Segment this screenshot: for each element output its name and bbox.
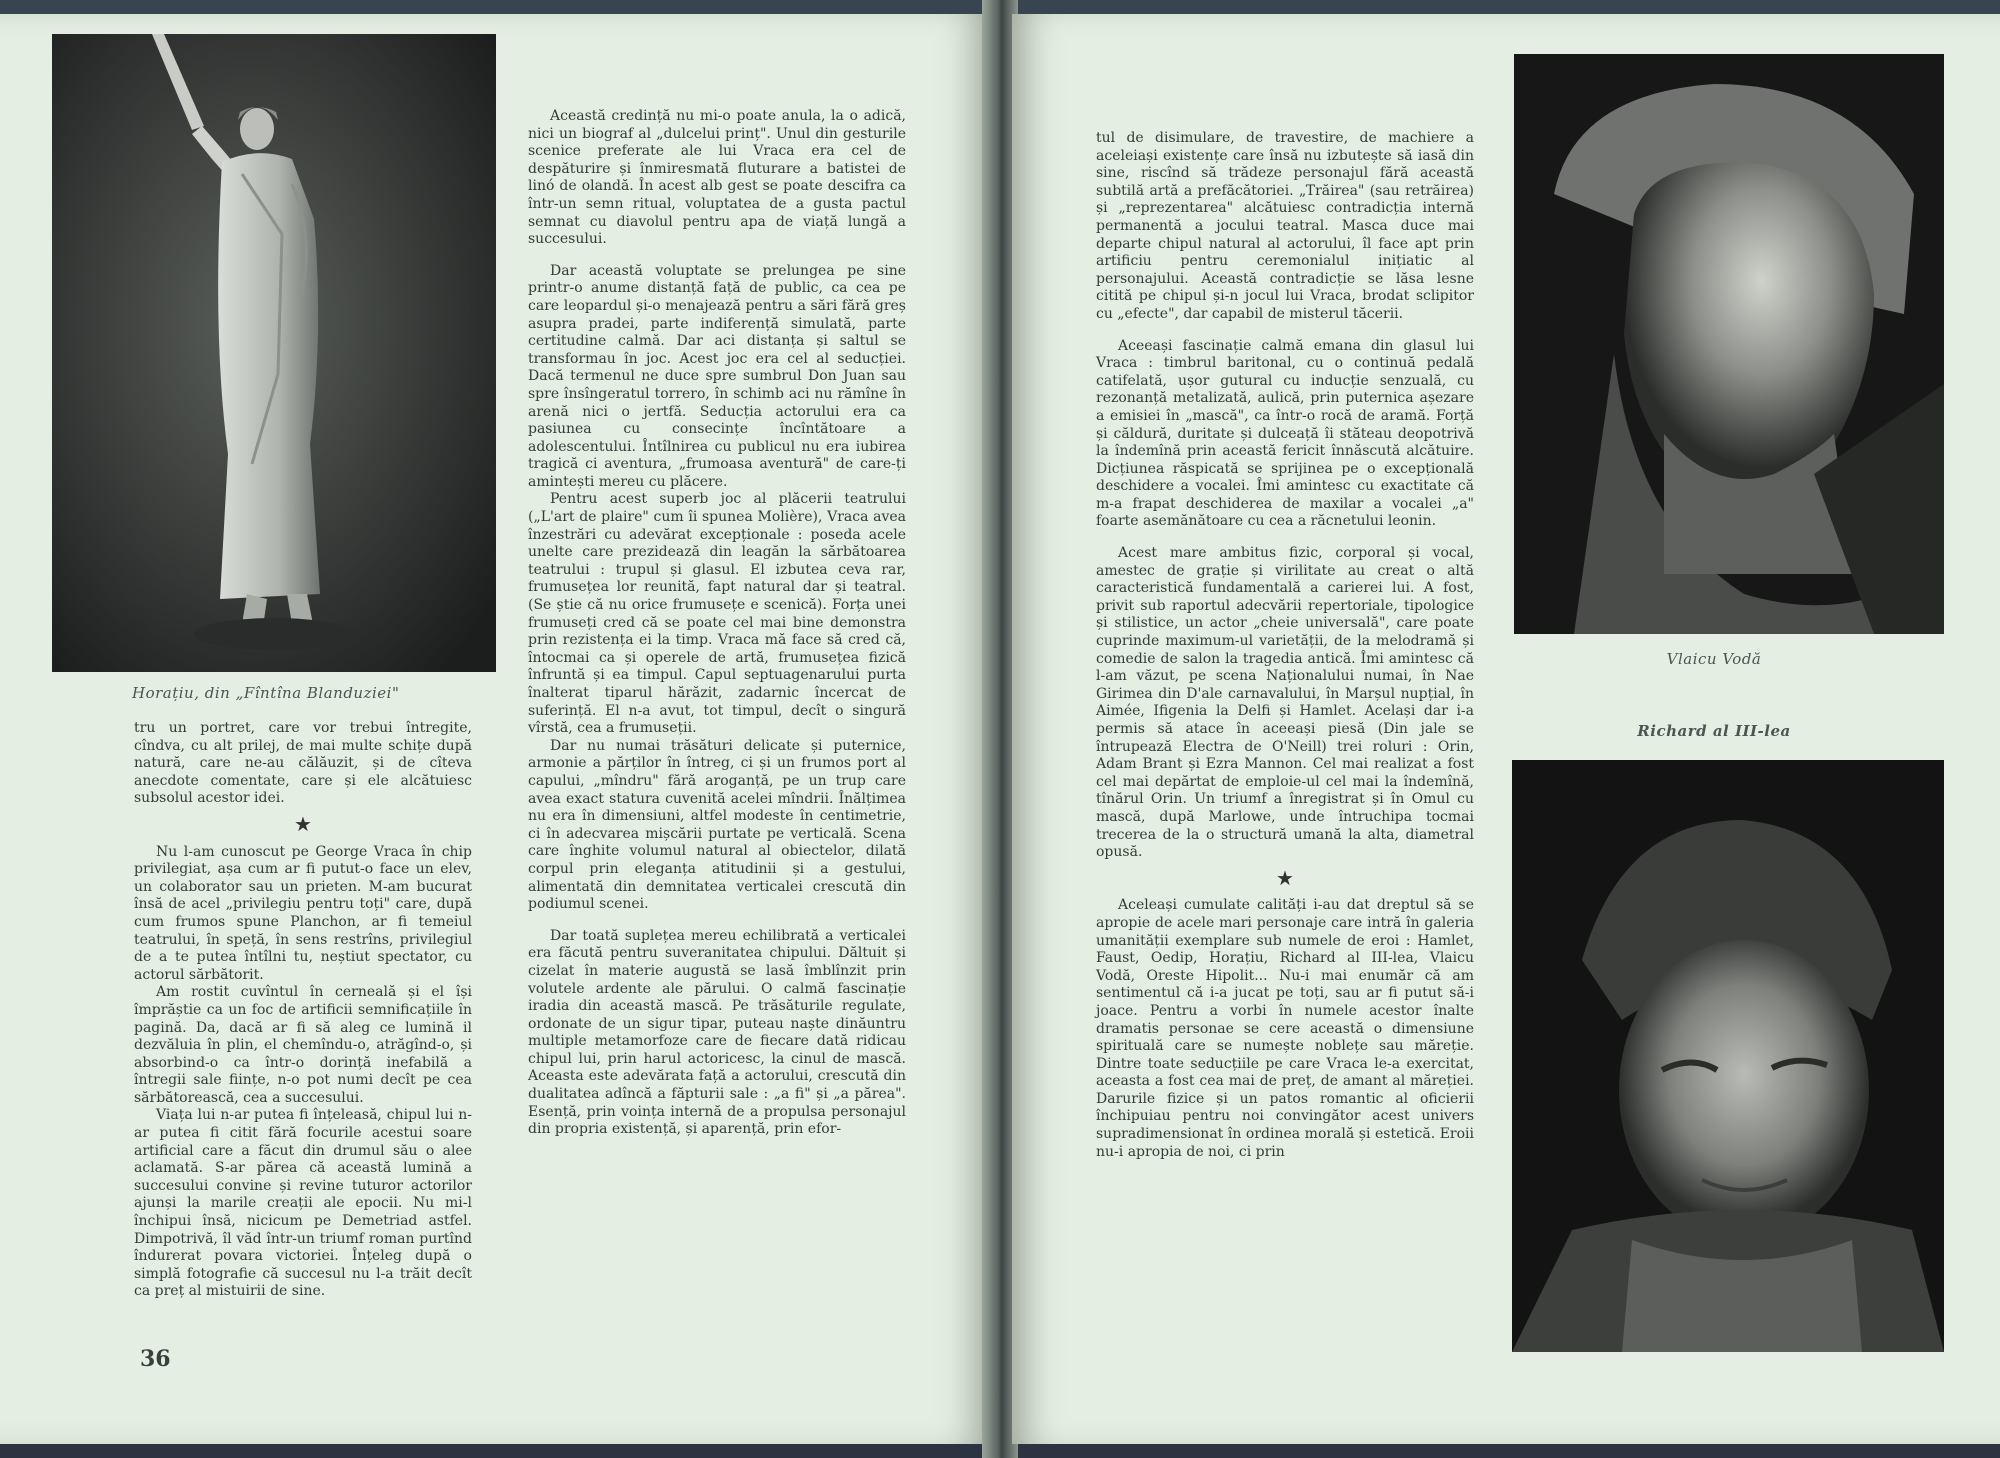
paragraph: Nu l-am cunoscut pe George Vraca în chip privilegiat, așa cum ar fi putut-o face un elev, un colaborator sau un prieten. M-am bucurat însă de acel „privilegiu pentru toți" care, după cum frumos spune Planchon, ar fi temeiul teatrului, în speță, în sens restrîns, privilegiul de a te putea întîlni tu, neștiut spectator, cu actorul sărbătorit. — [134, 843, 472, 983]
paragraph: Dar nu numai trăsături delicate și puternice, armonie a părților în întreg, ci și un frumos port al capului, „mîndru" fără aroganță, pe un trup care avea exact statura cuvenită acelei mîndrii. Înălțimea nu era în dimensiuni, altfel modeste în centimetrie, ci în adecvarea mișcării purtate pe verticală. Scena care înghite volumul natural al obiectelor, dilată corpul prin eleganța atitudinii și a gestului, alimentată din demnitatea verticalei crescută din podiumul scenei. — [528, 737, 906, 913]
paragraph: Acest mare ambitus fizic, corporal și vocal, amestec de grație și virilitate au creat o altă caracteristică fundamentală a carierei lui. A fost, privit sub raportul adecvării repertoriale, tipologice și stilistice, un actor „cheie universală", care poate cuprinde maximum-ul varietății, de la melodramă și comedie de salon la tragedia antică. Îmi amintesc că l-am văzut, pe scena Naționalului numai, în Nae Girimea din D'ale carnavalului, în Marșul nupțial, în Aimée, Ifigenia la Delfi și Hamlet. Același dar i-a permis să atace în aceeași piesă (Din jale se întrupează Electra de O'Neill) trei roluri : Orin, Adam Brant și Ezra Mannon. Cel mai realizat a fost cel mai depărtat de emploie-ul cel mai la îndemînă, tînărul Orin. Un triumf a înregistrat și în Omul cu mască, după Marlowe, unde întruchipa tocmai trecerea de la o structură umană la alta, diametral opusă. — [1096, 545, 1474, 861]
paragraph: Dar această voluptate se prelungea pe sine printr-o anume distanță față de public, ca cea pe care leopardul și-o menajează pentru a sări fără greș asupra pradei, parte indiferență simulată, parte certitudine calmă. Dar aci distanța și saltul se transformau în joc. Acest joc era cel al seducției. Dacă termenul ne duce spre sumbrul Don Juan sau spre însîngeratul torrero, în schimb aci nu rămîne în arenă nici o jertfă. Seducția actorului era ca pasiunea cu consecințe încîntătoare a adolescentului. Întîlnirea cu publicul nu era iubirea tragică ci aventura, „frumoasa aventură" de care-ți amintești mereu cu plăcere. — [528, 262, 906, 490]
photo-caption-horatiu: Horațiu, din „Fîntîna Blanduziei" — [132, 684, 400, 702]
paragraph: Pentru acest superb joc al plăcerii teatrului („L'art de plaire" cum îi spunea Molière), Vraca avea înzestrări cu adevărat excepționale : poseda acele unelte care prezidează din leagăn la sărbătoarea teatrului : trupul și glasul. El izbutea ceva rar, frumusețea lor reunită, fapt natural dar și teatral. (Se știe că nu orice frumusețe e scenică). Forța unei frumuseți cred că se poate cel mai bine demonstra prin rezistența ei la timp. Vraca mă face să cred că, întocmai ca și operele de artă, frumusețea fizică înfruntă și ea timpul. Capul septuagenarului purta înalterat tiparul hărăzit, zadarnic încercat de suferință. El n-a avut, tot timpul, decît o singură vîrstă, cea a frumuseții. — [528, 491, 906, 737]
left-column-1 — [134, 720, 472, 1301]
paragraph: tru un portret, care vor trebui întregite, cîndva, cu alt prilej, de mai multe schițe după natură, care ne-au călăuzit, și de cîteva anecdote comentate, care și ele alcătuiesc subsolul acestor idei. — [134, 720, 472, 807]
right-column-1 — [1096, 130, 1474, 1161]
page-number: 36 — [140, 1346, 171, 1372]
paragraph: Am rostit cuvîntul în cerneală și el își împrăștie ca un foc de artificii semnificațiile în pagină. Da, dacă ar fi să aleg ce lumină il dezvăluia în plin, el chemîndu-o, atrăgînd-o, și absorbind-o ca într-o dorință inefabilă a întregii sale ființe, n-o pot numi decît pe cea sărbătorească, cea a succesului. — [134, 984, 472, 1106]
photo-vlaicu-voda — [1514, 54, 1944, 634]
section-star-icon: ★ — [1276, 865, 1294, 890]
left-page — [0, 14, 988, 1444]
left-column-2 — [528, 108, 906, 1139]
section-star-icon: ★ — [294, 811, 312, 836]
paragraph: Aceeași fascinație calmă emana din glasul lui Vraca : timbrul baritonal, cu o continuă pedală catifelată, ușor gutural cu inducție senzuală, cu rezonanță metalizată, aulică, prin puternica așezare a emisiei în „mască", ca într-o rocă de aramă. Forță și căldură, duritate și dulceață îi stăteau deopotrivă la îndemînă prin această fericit înnăscută alcătuire. Dicțiunea răspicată se sprijinea pe o excepțională deschidere a vocalei. Îmi amintesc cu exactitate că m-a frapat deschiderea de maxilar a vocalei „a" foarte asemănătoare cu cea a răcnetului leonin. — [1096, 337, 1474, 530]
photo-richard-iii — [1512, 760, 1944, 1352]
photo-caption-vlaicu: Vlaicu Vodă — [1666, 650, 1762, 668]
paragraph: Dar toată suplețea mereu echilibrată a verticalei era făcută pentru suveranitatea chipului. Dăltuit și cizelat în materie augustă se lasă îmblînzit prin volutele ardente ale părului. O calmă fascinație iradia din această mască. Pe trăsăturile regulate, ordonate de un sigur tipar, puteau naște dinăuntru multiple metamorfoze care de fiecare dată ridicau chipul lui, prin harul actoricesc, la cinul de mască. Aceasta este adevărata față a actorului, crescută din dualitatea adîncă a făpturii sale : „a fi" și „a părea". Esență, prin voința internă de a propulsa personajul din propria existență, și aparență, prin efor- — [528, 927, 906, 1138]
photo-horatiu — [52, 34, 496, 672]
photo-caption-richard: Richard al III-lea — [1637, 722, 1791, 740]
paragraph: Aceleași cumulate calități i-au dat dreptul să se apropie de acele mari personaje care intră în galeria umanității exemplare sub numele de eroi : Hamlet, Faust, Oedip, Horațiu, Richard al III-lea, Vlaicu Vodă, Oreste Hipolit... Nu-i mai enumăr că am sentimentul că i-a jucat pe toți, sau ar fi putut să-i joace. Pentru a vorbi în numele acestor înalte dramatis personae se cere această o dimensiune spirituală care se numește noblețe sau măreție. Dintre toate seducțiile pe care Vraca le-a exercitat, aceasta a fost cea mai de preț, de amant al măreției. Darurile fizice și un patos romantic al oficierii închipuiau pentru noi convingător acest univers supradimensionat în ordinea morală și estetică. Eroii nu-i apropia de noi, ci prin — [1096, 897, 1474, 1160]
right-page — [1012, 14, 2000, 1444]
paragraph: Această credință nu mi-o poate anula, la o adică, nici un biograf al „dulcelui prinț". Unul din gesturile scenice preferate ale lui Vraca era cel de despăturire și înmiresmată fluturare a batistei de linó de olandă. În acest alb gest se poate descifra ca într-un semn ritual, voluptatea de a gusta pactul semnat cu diavolul pentru apa de viață lungă a succesului. — [528, 108, 906, 248]
paragraph: tul de disimulare, de travestire, de machiere a aceleiași existențe care însă nu izbutește să iasă din sine, riscînd să trădeze personajul fără această subtilă artă a prefăcătoriei. „Trăirea" (sau retrăirea) și „reprezentarea" alcătuiesc contradicția internă permanentă a jocului teatral. Masca duce mai departe chipul natural al actorului, îl face apt prin artificiu pentru ceremonialul inițiatic al personajului. Această contradicție se lăsa lesne citită pe chipul și-n jocul lui Vraca, brodat sclipitor cu „efecte", dar capabil de misterul tăcerii. — [1096, 130, 1474, 322]
paragraph: Viața lui n-ar putea fi înțeleasă, chipul lui n-ar putea fi citit fără focurile acestui soare artificial care a făcut din drumul său o alee aclamată. S-ar părea că această lumină a succesului convine și revine tuturor actorilor ajunși la marile creații ale epocii. Nu mi-l închipui însă, nicicum pe Demetriad astfel. Dimpotrivă, îl văd într-un triumf roman purtînd îndurerat povara victoriei. Înțeleg după o simplă fotografie că succesul nu l-a trăit decît ca preț al mistuirii de sine. — [134, 1107, 472, 1300]
